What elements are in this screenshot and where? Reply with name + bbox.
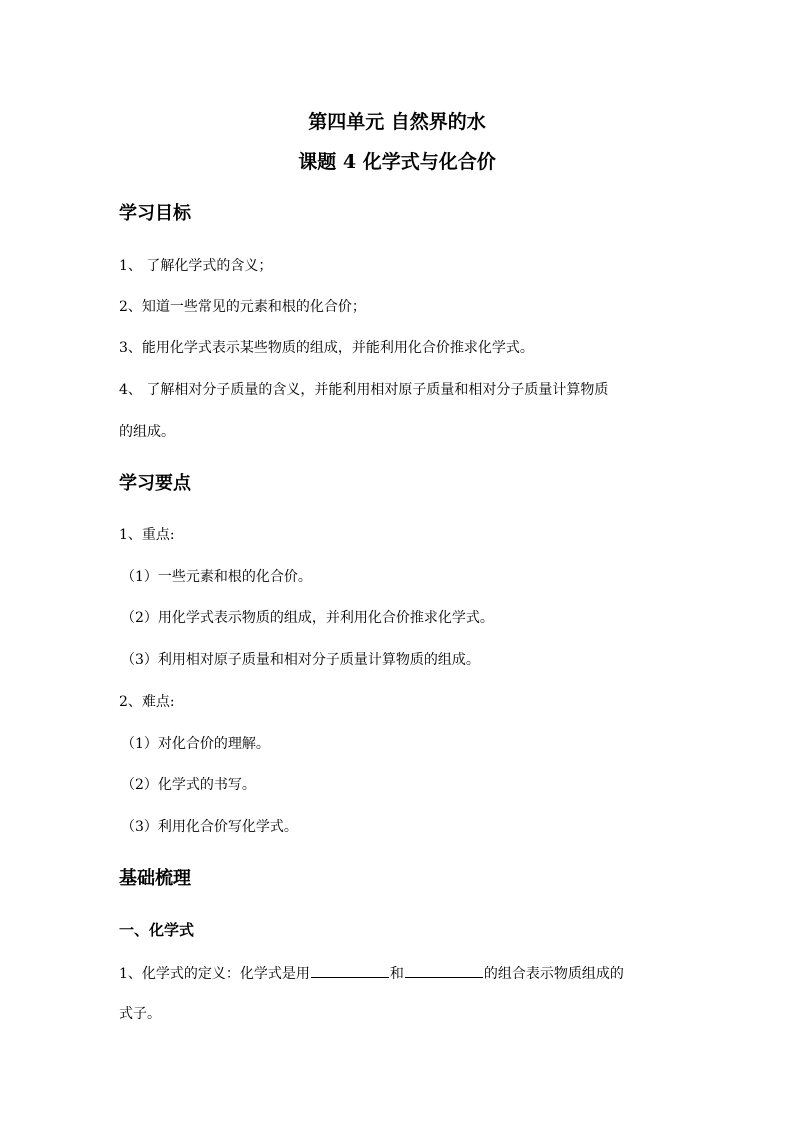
lesson-title: 课题 4 化学式与化合价 (298, 151, 496, 173)
objectives-heading: 学习目标 (119, 203, 191, 224)
definition-line (119, 961, 624, 985)
fill-blank-1 (311, 961, 389, 978)
basics-subheading: 一、化学式 (119, 921, 195, 939)
difficult-label: 2、难点: (119, 694, 175, 710)
objective-item-1: 1、 了解化学式的含义； (119, 258, 273, 274)
objective-item-3: 3、能用化学式表示某些物质的组成，并能利用化合价推求化学式。 (119, 340, 534, 356)
definition-middle: 和 (389, 966, 404, 982)
definition-continuation: 式子。 (119, 1006, 161, 1022)
fill-blank-2 (405, 961, 483, 978)
important-item-3: （3）利用相对原子质量和相对分子质量计算物质的组成。 (121, 652, 480, 668)
important-item-1: （1）一些元素和根的化合价。 (121, 569, 312, 585)
objective-item-4-continuation: 的组成。 (119, 424, 175, 440)
difficult-item-3: （3）利用化合价写化学式。 (121, 819, 298, 835)
important-label: 1、重点: (119, 527, 175, 543)
difficult-item-1: （1）对化合价的理解。 (121, 736, 270, 752)
objective-item-4: 4、 了解相对分子质量的含义，并能利用相对原子质量和相对分子质量计算物质 (119, 382, 609, 398)
objective-item-2: 2、知道一些常见的元素和根的化合价； (119, 299, 366, 315)
difficult-item-2: （2）化学式的书写。 (121, 777, 256, 793)
key-points-heading: 学习要点 (119, 473, 191, 494)
definition-suffix: 的组合表示物质组成的 (483, 966, 624, 982)
basics-heading: 基础梳理 (119, 868, 191, 889)
definition-prefix: 1、化学式的定义：化学式是用 (119, 966, 310, 982)
important-item-2: （2）用化学式表示物质的组成，并利用化合价推求化学式。 (121, 610, 494, 626)
unit-title: 第四单元 自然界的水 (308, 111, 486, 133)
